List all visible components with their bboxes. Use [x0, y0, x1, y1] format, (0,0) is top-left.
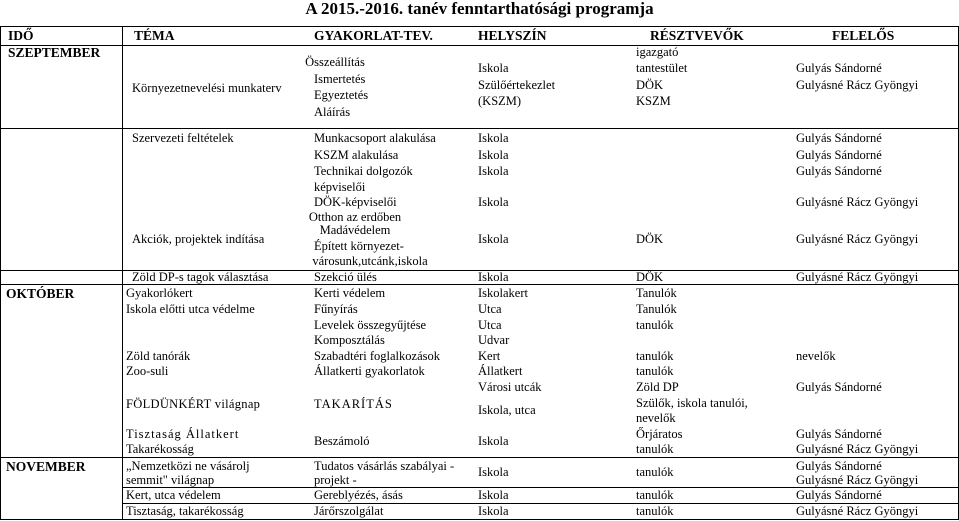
fel-gulyasne-1: Gulyásné Rácz Gyöngyi: [796, 78, 919, 92]
hely-iskola-3: Iskola: [478, 148, 509, 162]
month-november: NOVEMBER: [6, 459, 86, 474]
gyak-gereblyezes: Gereblyézés, ásás: [314, 488, 403, 502]
hely-iskola-7: Iskola: [478, 270, 509, 284]
hely-iskola-6: Iskola: [478, 232, 509, 246]
table-header: [0, 26, 959, 46]
resz-kszm: KSZM: [636, 94, 671, 108]
tema-semmit-vilagnap: semmit" világnap: [126, 473, 215, 487]
gyak-allatkerti: Állatkerti gyakorlatok: [314, 364, 425, 378]
hely-kert: Kert: [478, 349, 501, 363]
gyak-alairas: Aláírás: [314, 105, 351, 119]
tema-foldunkert: FÖLDÜNKÉRT világnap: [126, 397, 261, 411]
gyak-komposztalas: Komposztálás: [314, 333, 385, 347]
resz-tanulok-3: tanulók: [636, 318, 674, 332]
fel-gulyasne-6: Gulyásné Rácz Gyöngyi: [796, 473, 919, 487]
fel-gulyas-1: Gulyás Sándorné: [796, 61, 882, 75]
resz-zold-dp: Zöld DP: [636, 380, 679, 394]
resz-tanulok-1: Tanulók: [636, 286, 677, 300]
resz-szulok: Szülők, iskola tanulói,: [636, 396, 748, 410]
hely-iskolakert: Iskolakert: [478, 286, 528, 300]
resz-tanulok-2: Tanulók: [636, 302, 677, 316]
col-tema: TÉMA: [134, 28, 175, 43]
fel-gulyas-8: Gulyás Sándorné: [796, 488, 882, 502]
hely-iskola-8: Iskola: [478, 434, 509, 448]
fel-gulyasne-4: Gulyásné Rácz Gyöngyi: [796, 270, 919, 284]
gyak-takaritas: TAKARÍTÁS: [314, 397, 393, 411]
fel-gulyas-5: Gulyás Sándorné: [796, 380, 882, 394]
resz-dok-1: DÖK: [636, 78, 664, 92]
gyak-otthon: Otthon az erdőben: [308, 210, 402, 224]
tema-utca-vedelme: Iskola előtti utca védelme: [126, 302, 255, 316]
gyak-kepviseloi: képviselői: [314, 180, 366, 194]
fel-gulyas-7: Gulyás Sándorné: [796, 459, 882, 473]
gyak-beszamolo: Beszámoló: [314, 434, 370, 448]
tema-tisztasag-allatkert: Tisztaság Állatkert: [126, 427, 240, 441]
gyak-dok-kepviseloi: DÖK-képviselői: [314, 195, 397, 209]
hely-iskola-9: Iskola: [478, 465, 509, 479]
resz-tanulok-4: tanulók: [636, 349, 674, 363]
fel-gulyas-6: Gulyás Sándorné: [796, 427, 882, 441]
tema-zold-dp: Zöld DP-s tagok választása: [132, 270, 269, 284]
gyak-munkacsoport: Munkacsoport alakulása: [314, 131, 436, 145]
gyak-varosunk: városunk,utcánk,iskola: [312, 254, 428, 268]
resz-nevelok: nevelők: [636, 411, 676, 425]
gyak-szabadteri: Szabadtéri foglalkozások: [314, 349, 440, 363]
tema-szervezeti: Szervezeti feltételek: [132, 131, 234, 145]
col-helyszin: HELYSZÍN: [478, 28, 547, 43]
hely-iskola-utca: Iskola, utca: [478, 403, 536, 417]
col-ido: IDŐ: [8, 28, 34, 43]
fel-gulyasne-5: Gulyásné Rácz Gyöngyi: [796, 442, 919, 456]
tema-kert-utca: Kert, utca védelem: [126, 488, 221, 502]
resz-tantestulet: tantestület: [636, 61, 688, 75]
hely-iskola-4: Iskola: [478, 164, 509, 178]
hely-utca-1: Utca: [478, 302, 502, 316]
fel-gulyasne-7: Gulyásné Rácz Gyöngyi: [796, 504, 919, 518]
tema-akciok: Akciók, projektek indítása: [132, 232, 265, 246]
col-resztvevok: RÉSZTVEVŐK: [650, 28, 744, 43]
tema-ne-vasarolj: „Nemzetközi ne vásárolj: [126, 459, 250, 473]
month-szeptember: SZEPTEMBER: [8, 45, 101, 60]
hely-kszm: (KSZM): [478, 94, 522, 108]
hely-iskola-2: Iskola: [478, 131, 509, 145]
resz-tanulok-8: tanulók: [636, 488, 674, 502]
resz-tanulok-5: tanulók: [636, 364, 674, 378]
gyak-kerti: Kerti védelem: [314, 286, 386, 300]
hely-udvar: Udvar: [478, 333, 510, 347]
gyak-szekcio: Szekció ülés: [314, 270, 377, 284]
hely-iskola-1: Iskola: [478, 61, 509, 75]
hely-iskola-10: Iskola: [478, 488, 509, 502]
gyak-tudatos: Tudatos vásárlás szabályai -: [314, 459, 455, 473]
hely-allatkert: Állatkert: [478, 364, 523, 378]
tema-tisztasag-takarekossag: Tisztaság, takarékosság: [126, 504, 244, 518]
page-title: A 2015.-2016. tanév fenntarthatósági programja: [305, 0, 654, 18]
resz-tanulok-7: tanulók: [636, 465, 674, 479]
resz-orjaratos: Őrjáratos: [636, 427, 683, 441]
tema-zold-tanorak: Zöld tanórák: [126, 349, 191, 363]
month-oktober: OKTÓBER: [6, 286, 75, 301]
gyak-jarorszolgalat: Járőrszolgálat: [314, 504, 384, 518]
gyak-osszeallitas: Összeállítás: [305, 55, 365, 69]
hely-szuloertekezlet: Szülőértekezlet: [478, 78, 556, 92]
gyak-egyeztetes: Egyeztetés: [314, 88, 369, 102]
gyak-technikai: Technikai dolgozók: [314, 164, 413, 178]
resz-dok-3: DÖK: [636, 270, 664, 284]
resz-tanulok-6: tanulók: [636, 442, 674, 456]
tema-gyakorlokert: Gyakorlókert: [126, 286, 193, 300]
gyak-levelek: Levelek összegyűjtése: [314, 318, 427, 332]
gyak-funyiras: Fűnyírás: [314, 302, 358, 316]
gyak-kszm-alakulasa: KSZM alakulása: [314, 148, 399, 162]
hely-iskola-11: Iskola: [478, 504, 509, 518]
fel-nevelok: nevelők: [796, 349, 836, 363]
fel-gulyas-2: Gulyás Sándorné: [796, 131, 882, 145]
resz-igazgato: igazgató: [636, 45, 679, 59]
fel-gulyas-3: Gulyás Sándorné: [796, 148, 882, 162]
gyak-ismertetes: Ismertetés: [314, 72, 366, 86]
resz-tanulok-9: tanulók: [636, 504, 674, 518]
tema-takarekossag: Takarékosság: [126, 442, 194, 456]
gyak-epitett: Épített környezet-: [314, 239, 404, 253]
hely-iskola-5: Iskola: [478, 195, 509, 209]
gyak-madavedelem: Madávédelem: [319, 223, 391, 237]
hely-varosi-utcak: Városi utcák: [478, 380, 542, 394]
resz-dok-2: DÖK: [636, 232, 664, 246]
hely-utca-2: Utca: [478, 318, 502, 332]
tema-zoo-suli: Zoo-suli: [126, 364, 169, 378]
fel-gulyasne-2: Gulyásné Rácz Gyöngyi: [796, 195, 919, 209]
gyak-projekt: projekt -: [314, 473, 357, 487]
fel-gulyas-4: Gulyás Sándorné: [796, 164, 882, 178]
tema-kornyezetnevelesi: Környezetnevelési munkaterv: [132, 81, 282, 95]
col-gyakorlat: GYAKORLAT-TEV.: [314, 28, 433, 43]
fel-gulyasne-3: Gulyásné Rácz Gyöngyi: [796, 232, 919, 246]
col-felelos: FELELŐS: [832, 28, 895, 43]
